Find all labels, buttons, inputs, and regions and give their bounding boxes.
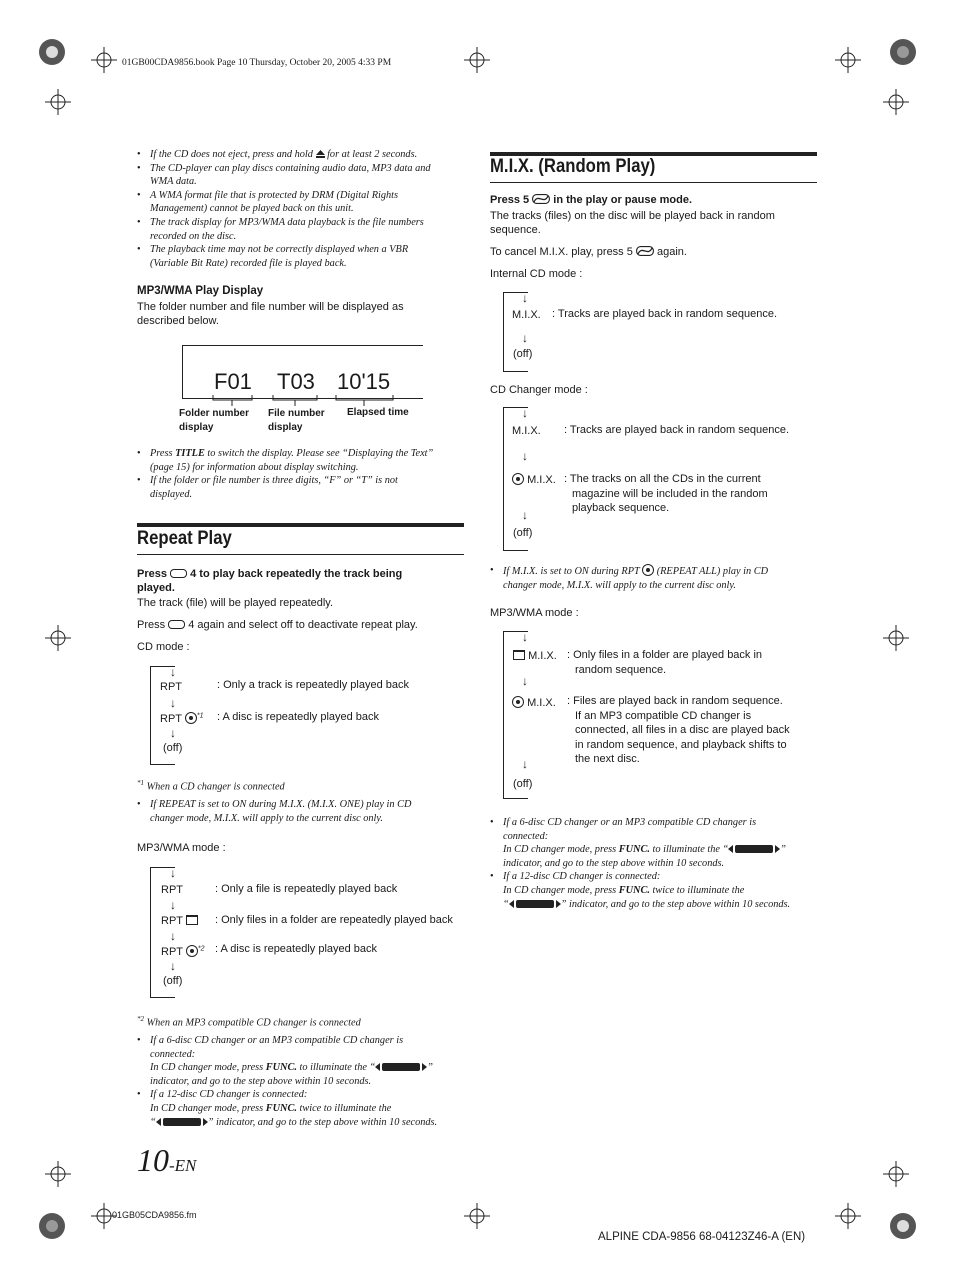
- ch-mix-2-desc: : The tracks on all the CDs in the current magazine will be included in the random playback sequence.: [564, 473, 768, 514]
- mp3-display-heading: MP3/WMA Play Display: [137, 285, 264, 297]
- cd-mode-label: CD mode :: [137, 641, 190, 653]
- flow-arrow: ↓: [522, 291, 528, 305]
- lcd-time: 10'15: [337, 369, 391, 394]
- internal-mode-label: Internal CD mode :: [490, 268, 583, 280]
- flow-arrow: ↓: [522, 674, 528, 688]
- cd-off: (off): [163, 742, 183, 754]
- int-mix-desc: : Tracks are played back in random sequence.: [552, 308, 778, 320]
- footnote-2: $^{*2}$ When an MP3 compatible CD changer is connected: [137, 1015, 361, 1029]
- repeat-title: Repeat Play: [137, 528, 232, 549]
- flow-arrow: ↓: [170, 866, 176, 880]
- int-mix: M.I.X.: [512, 309, 541, 321]
- int-off: (off): [513, 348, 533, 360]
- lcd-brackets: [200, 393, 420, 407]
- lcd-folder: F01: [214, 369, 252, 394]
- cd-rpt-2: RPT $^{*1}$: [160, 712, 204, 725]
- file-info-header: 01GB00CDA9856.book Page 10 Thursday, October 20, 2005 4:33 PM: [122, 58, 392, 68]
- disc-icon: [186, 945, 198, 957]
- repeat-instruction: Press 4 to play back repeatedly the track being played.: [137, 568, 403, 594]
- flow-arrow: ↓: [170, 726, 176, 740]
- flow-arrow: ↓: [522, 757, 528, 771]
- ch-mix-2: M.I.X.: [512, 473, 556, 486]
- flow-arrow: ↓: [170, 898, 176, 912]
- note-three-digits: • If the folder or file number is three digits, “F” or “T” is not displayed.: [137, 474, 467, 501]
- func-indicator-icon: [156, 1118, 208, 1126]
- flow-arrow: ↓: [522, 449, 528, 463]
- mix-button-icon: [532, 194, 550, 204]
- repeat-button-icon: [170, 569, 187, 578]
- page-number: 10-EN: [137, 1142, 197, 1178]
- note-drm: • A WMA format file that is protected by DRM (Digital Rights Management) cannot be played back on this unit.: [137, 189, 467, 216]
- mp3-rpt-off: (off): [163, 975, 183, 987]
- repeat-mix-note: • If REPEAT is set to ON during M.I.X. (M.I.X. ONE) play in CD changer mode, M.I.X. will apply to the current disc only.: [137, 798, 467, 825]
- mix-button-icon: [636, 246, 654, 256]
- lcd-file: T03: [277, 369, 315, 394]
- mix-instruction: Press 5 in the play or pause mode.: [490, 194, 693, 206]
- mix-func-notes: • If a 6-disc CD changer or an MP3 compatible CD changer is connected: In CD changer mode, press FUNC. to illuminate the “ ” indicator, and go to the step above within 10 seconds. • If a 12-disc CD changer is connected: In CD changer mode, press FUNC. twice to illuminate the “ ” indicator, and go to the step above within 10 seconds.: [490, 816, 825, 911]
- label-elapsed-time: Elapsed time: [347, 407, 409, 418]
- folder-icon: [513, 650, 525, 660]
- mix-mp3-mode-label: MP3/WMA mode :: [490, 607, 579, 619]
- cd-rpt-1: RPT: [160, 681, 182, 693]
- cd-rpt-1-desc: : Only a track is repeatedly played back: [217, 679, 409, 691]
- mp3-mix-1-desc: : Only files in a folder are played back in random sequence.: [567, 649, 763, 676]
- note-vbr: • The playback time may not be correctly displayed when a VBR (Variable Bit Rate) recorded file is played back.: [137, 243, 467, 270]
- flow-arrow: ↓: [522, 630, 528, 644]
- mp3-mix-2: M.I.X.: [512, 696, 556, 709]
- repeat-rule-bottom: [137, 554, 464, 555]
- display-notes-list: [137, 447, 467, 501]
- func-indicator-icon: [375, 1063, 427, 1071]
- eject-icon: [316, 150, 325, 158]
- label-file-number: File number display: [268, 408, 325, 433]
- note-eject: • If the CD does not eject, press and hold for at least 2 seconds.: [137, 148, 467, 162]
- func-indicator-icon: [728, 845, 780, 853]
- disc-icon: [512, 696, 524, 708]
- repeat-desc: The track (file) will be played repeatedly.: [137, 597, 334, 609]
- flow-arrow: ↓: [170, 959, 176, 973]
- label-folder-number: Folder number display: [179, 408, 250, 433]
- changer-mode-label: CD Changer mode :: [490, 384, 588, 396]
- mix-rpt-note: • If M.I.X. is set to ON during RPT (REPEAT ALL) play in CD changer mode, M.I.X. will apply to the current disc only.: [490, 564, 820, 592]
- mix-title: M.I.X. (Random Play): [490, 156, 656, 177]
- flow-arrow: ↓: [170, 665, 176, 679]
- mix-rule-bottom: [490, 182, 817, 183]
- ch-mix-1-desc: : Tracks are played back in random sequence.: [564, 424, 790, 436]
- mp3-rpt-3-desc: : A disc is repeatedly played back: [215, 943, 378, 955]
- cd-rpt-2-desc: : A disc is repeatedly played back: [217, 711, 380, 723]
- disc-icon: [512, 473, 524, 485]
- repeat-mp3-mode-label: MP3/WMA mode :: [137, 842, 226, 854]
- mp3-mix-2-desc: : Files are played back in random sequence. If an MP3 compatible CD changer is connected, all files in a disc are played back in random sequence, and playback shifts to the next disc.: [567, 695, 790, 765]
- mix-desc: The tracks (files) on the disc will be played back in random sequence.: [490, 210, 775, 236]
- footer-file: 01GB05CDA9856.fm: [112, 1210, 197, 1220]
- disc-icon: [642, 564, 654, 576]
- flow-arrow: ↓: [522, 508, 528, 522]
- note-track-display: • The track display for MP3/WMA data playback is the file numbers recorded on the disc.: [137, 216, 467, 243]
- mp3-mix-1: M.I.X.: [513, 650, 557, 662]
- repeat-cancel: Press 4 again and select off to deactivate repeat play.: [137, 619, 418, 631]
- flow-arrow: ↓: [522, 406, 528, 420]
- ch-mix-1: M.I.X.: [512, 425, 541, 437]
- folder-icon: [186, 915, 198, 925]
- repeat-func-notes: • If a 6-disc CD changer or an MP3 compatible CD changer is connected: In CD changer mode, press FUNC. to illuminate the “ ” indicator, and go to the step above within 10 seconds. • If a 12-disc CD changer is connected: In CD changer mode, press FUNC. twice to illuminate the “ ” indicator, and go to the step above within 10 seconds.: [137, 1034, 472, 1129]
- flow-arrow: ↓: [522, 331, 528, 345]
- flow-arrow: ↓: [170, 929, 176, 943]
- repeat-rule-top: [137, 523, 464, 527]
- flow-arrow: ↓: [170, 696, 176, 710]
- mp3-rpt-2-desc: : Only files in a folder are repeatedly played back: [215, 914, 453, 926]
- footnote-1: $^{*1}$ When a CD changer is connected: [137, 779, 285, 793]
- mp3-mix-off: (off): [513, 778, 533, 790]
- mp3-display-desc: The folder number and file number will be displayed as described below.: [137, 301, 404, 327]
- note-title-switch: • Press TITLE to switch the display. Please see “Displaying the Text” (page 15) for information about display switching.: [137, 447, 467, 474]
- mp3-rpt-1-desc: : Only a file is repeatedly played back: [215, 883, 398, 895]
- ch-off: (off): [513, 527, 533, 539]
- mp3-rpt-3: RPT $^{*2}$: [161, 945, 205, 958]
- repeat-button-icon: [168, 620, 185, 629]
- mp3-rpt-2: RPT: [161, 915, 198, 927]
- footer-model: ALPINE CDA-9856 68-04123Z46-A (EN): [598, 1231, 806, 1243]
- mp3-rpt-1: RPT: [161, 884, 183, 896]
- mix-cancel: To cancel M.I.X. play, press 5 again.: [490, 246, 687, 258]
- disc-icon: [185, 712, 197, 724]
- top-notes-list: [137, 148, 467, 270]
- func-indicator-icon: [509, 900, 561, 908]
- note-disc-types: • The CD-player can play discs containing audio data, MP3 data and WMA data.: [137, 162, 467, 189]
